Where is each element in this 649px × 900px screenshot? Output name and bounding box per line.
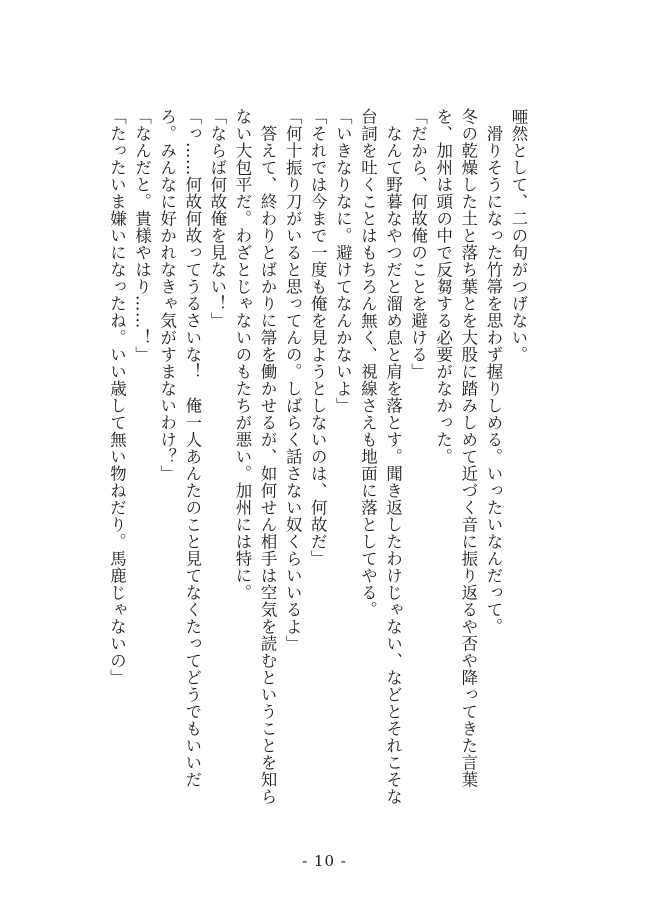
text-line: 「っ……何故何故ってうるさいな！ 俺一人あんたのこと見てなくたってどうでもいいだ	[182, 108, 202, 788]
text-line: 「それでは今まで一度も俺を見ようとしないのは、何故だ」	[308, 108, 328, 567]
text-line: 滑りそうになった竹箒を思わず握りしめる。いったいなんだって。	[483, 108, 503, 635]
text-line: 冬の乾燥した土と落ち葉とを大股に踏みしめて近づく音に振り返るや否や降ってきた言葉	[458, 108, 478, 788]
page-number: - 10 -	[302, 852, 347, 870]
text-line: 「たったいま嫌いになったね。いい歳して無い物ねだり。馬鹿じゃないの」	[107, 108, 127, 686]
text-line: 「いきなりなに。避けてなんかないよ」	[333, 108, 353, 414]
text-line: 台詞を吐くことはもちろん無く、視線さえも地面に落としてやる。	[358, 108, 378, 618]
text-line: 「だから、何故俺のことを避ける」	[408, 108, 428, 380]
text-line: なんて野暮なやつだと溜め息と肩を落とす。聞き返したわけじゃない、などとそれこそな	[383, 108, 403, 805]
text-line: を、加州は頭の中で反芻する必要がなかった。	[433, 108, 453, 465]
vertical-text-block	[104, 108, 531, 805]
text-line: 「ならば何故俺を見ない！」	[207, 108, 227, 329]
text-line: ろ。みんなに好かれなきゃ気がすまないわけ？」	[157, 108, 177, 482]
text-line: 答えて、終わりとばかりに箒を働かせるが、如何せん相手は空気を読むということを知ら	[258, 108, 278, 805]
text-line: 「なんだと。貴様やはり……！」	[132, 108, 152, 363]
text-line: 「何十振り刀がいると思ってんの。しばらく話さない奴くらいいるよ」	[283, 108, 303, 652]
text-line: ない大包平だ。わざとじゃないのもたちが悪い。加州には特に。	[232, 108, 252, 601]
text-line: 唖然として、二の句がつげない。	[509, 108, 528, 363]
